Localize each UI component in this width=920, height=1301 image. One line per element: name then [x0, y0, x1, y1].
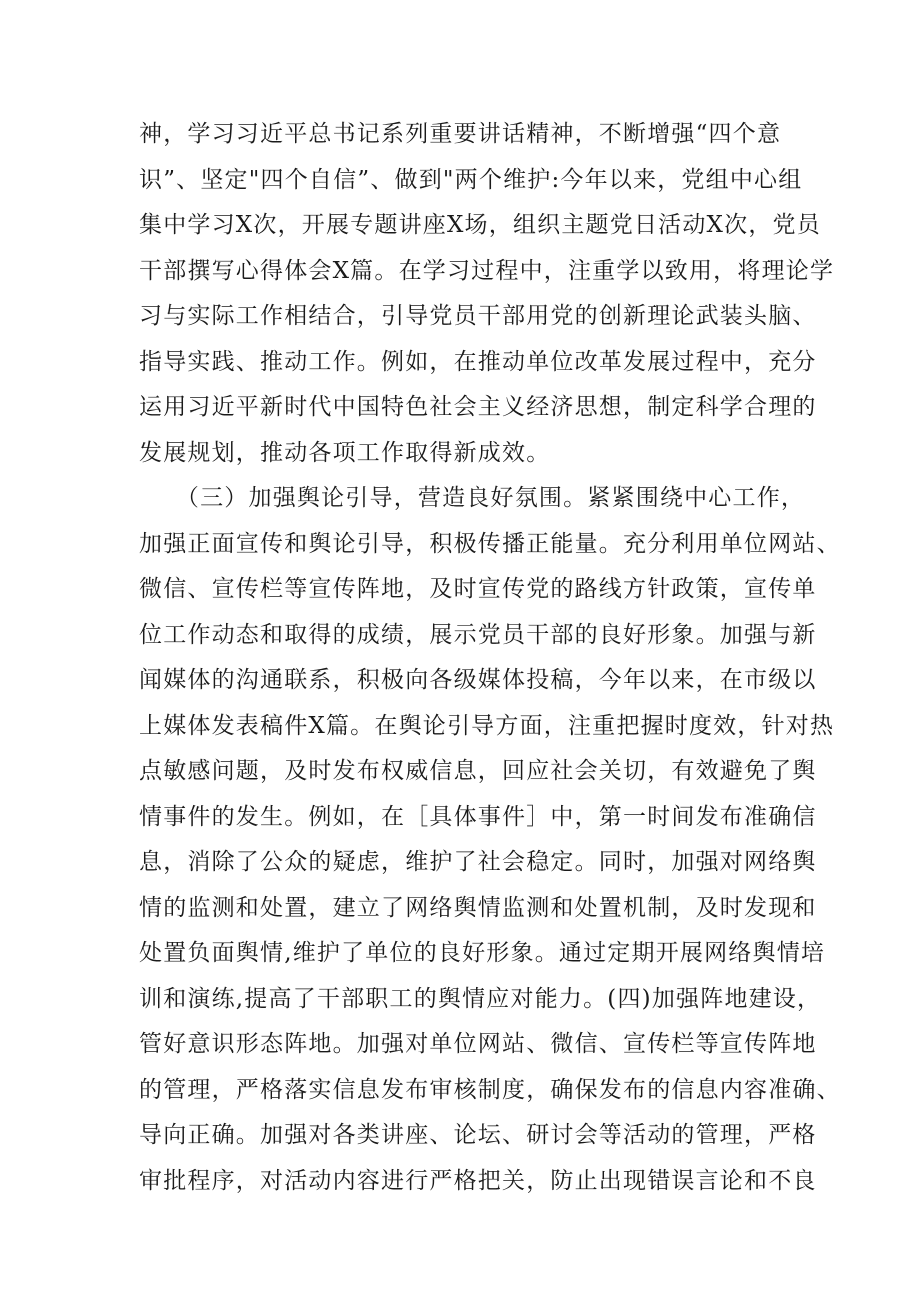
text-line: 发展规划，推动各项工作取得新成效。 [139, 439, 551, 466]
text-line: 运用习近平新时代中国特色社会主义经济思想，制定科学合理的 [139, 394, 817, 420]
text-line: 指导实践、推动工作。例如，在推动单位改革发展过程中，充分 [139, 348, 817, 375]
text-line: 神，学习习近平总书记系列重要讲话精神，不断增强“四个意 [139, 121, 782, 147]
text-line: 识”、坚定"四个自信”、做到"两个维护:今年以来，党组中心组 [139, 166, 803, 193]
text-line: 位工作动态和取得的成绩，展示党员干部的良好形象。加强与新 [139, 621, 817, 648]
body-text [139, 112, 841, 1204]
text-line: 闻媒体的沟通联系，积极向各级媒体投稿，今年以来，在市级以 [139, 667, 817, 693]
text-line: 息，消除了公众的疑虑，维护了社会稳定。同时，加强对网络舆 [139, 849, 817, 875]
text-line: 情事件的发生。例如，在［具体事件］中，第一时间发布准确信 [139, 803, 817, 830]
text-line: 导向正确。加强对各类讲座、论坛、研讨会等活动的管理，严格 [139, 1122, 817, 1148]
text-line: 加强正面宣传和舆论引导，积极传播正能量。充分利用单位网站、 [139, 530, 841, 557]
text-line: 管好意识形态阵地。加强对单位网站、微信、宣传栏等宣传阵地 [139, 1031, 817, 1057]
text-line: 微信、宣传栏等宣传阵地，及时宣传党的路线方针政策，宣传单 [139, 576, 817, 602]
text-line: 点敏感问题，及时发布权威信息，回应社会关切，有效避免了舆 [139, 758, 817, 784]
text-line: 审批程序，对活动内容进行严格把关，防止出现错误言论和不良 [139, 1167, 817, 1194]
section-heading-line: （三）加强舆论引导，营造良好氛围。紧紧围绕中心工作， [139, 485, 806, 511]
text-line: 训和演练,提高了干部职工的舆情应对能力。(四)加强阵地建设， [139, 985, 822, 1012]
text-line: 上媒体发表稿件X篇。在舆论引导方面，注重把握时度效，针对热 [139, 712, 835, 739]
text-line: 干部撰写心得体会X篇。在学习过程中，注重学以致用，将理论学 [139, 257, 835, 284]
text-line: 习与实际工作相结合，引导党员干部用党的创新理论武装头脑、 [139, 303, 817, 329]
text-line: 处置负面舆情,维护了单位的良好形象。通过定期开展网络舆情培 [139, 940, 826, 966]
text-line: 的管理，严格落实信息发布审核制度，确保发布的信息内容准确、 [139, 1076, 841, 1103]
text-line: 集中学习X次，开展专题讲座X场，组织主题党日活动X次，党员 [139, 212, 821, 238]
text-line: 情的监测和处置，建立了网络舆情监测和处置机制，及时发现和 [139, 894, 817, 921]
